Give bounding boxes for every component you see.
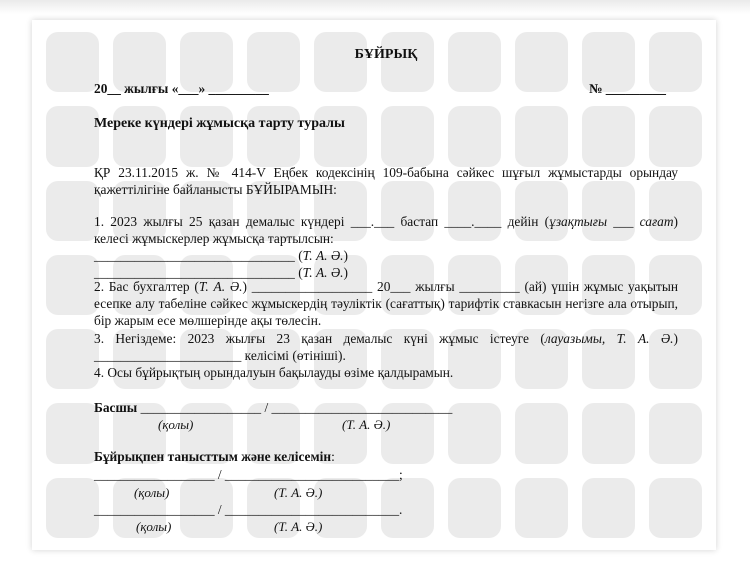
item-2: 2. Бас бухгалтер (Т. А. Ә.) __________________ 20___ жылғы _________ (ай) үшін жұмыс уақытын есепке алу табеліне сәйкес жұмыскердің тәуліктік (сағаттық) тарифтік ставкасын негізге ала отырып, бір жарым есе мөлшерінде ақы төлесін. [94, 279, 679, 328]
date-line: 20__ жылғы «___» _________ [94, 81, 269, 96]
document-subject: Мереке күндері жұмысқа тарту туралы [94, 116, 345, 131]
worker-line-1: ______________________________ (Т. А. Ә.) [94, 248, 348, 263]
item-1: 1. 2023 жылғы 25 қазан демалыс күндері ___.___ бастап ____.____ дейін (ұзақтығы ___ сағат) келесі жұмыскерлер жұмысқа тартылсын: ______________________________ (Т. А. Ә.) ______________________________ (Т. А. Ә.) [94, 214, 679, 280]
acknowledgement-heading: Бұйрықпен танысттым және келісемін: [94, 449, 335, 464]
ack-1-name-caption: (Т. А. Ә.) [274, 485, 323, 500]
worker-line-2: ______________________________ (Т. А. Ә.) [94, 265, 348, 280]
head-signature-line: Басшы __________________ / ___________________________ [94, 400, 453, 415]
acknowledgement-line-1: __________________ / __________________________; [94, 467, 403, 482]
document-title: БҰЙРЫҚ [354, 47, 418, 62]
document-page [32, 20, 716, 550]
number-line: № _________ [588, 81, 666, 96]
ack-1-signature-caption: (қолы) [134, 485, 170, 500]
head-name-caption: (Т. А. Ә.) [342, 417, 391, 432]
ack-2-name-caption: (Т. А. Ә.) [274, 519, 323, 534]
head-signature-caption: (қолы) [158, 417, 194, 432]
document-content [94, 20, 678, 550]
acknowledgement-line-2: __________________ / __________________________. [94, 502, 403, 517]
item-4: 4. Осы бұйрықтың орындалуын бақылауды өзіме қалдырамын. [94, 365, 454, 380]
intro-paragraph: ҚР 23.11.2015 ж. № 414-V Еңбек кодексінің 109-бабына сәйкес шұғыл жұмыстарды орындау қажеттілігіне байланысты БҰЙЫРАМЫН: [94, 165, 678, 197]
item-3: 3. Негіздеме: 2023 жылғы 23 қазан демалыс күні жұмыс істеуге (лауазымы, Т. А. Ә.) ______________________ келісімі (өтініші). [94, 331, 678, 363]
ack-2-signature-caption: (қолы) [136, 519, 172, 534]
